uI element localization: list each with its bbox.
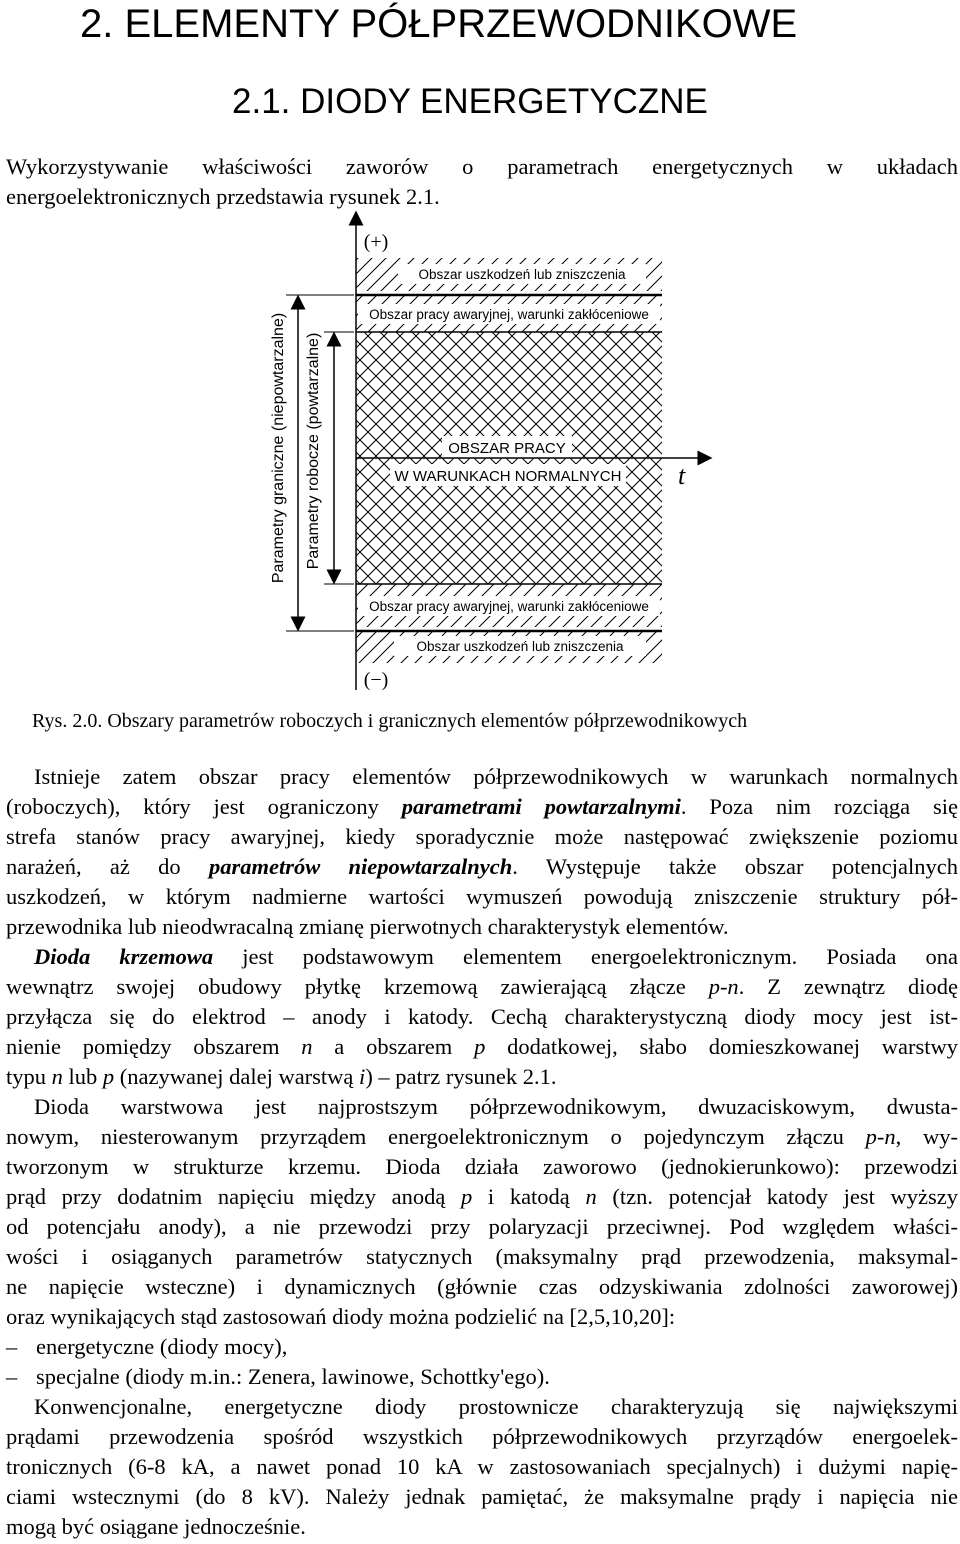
- p3-line-4: prąd przy dodatnim napięciu między anodą p i katodą n (tzn. potencjał katody jest wyższy: [6, 1184, 958, 1209]
- p4-line-3: tronicznych (6-8 kA, a nawet ponad 10 kA w zastosowaniach specjalnych) i dużymi napię-: [6, 1454, 958, 1479]
- top-damage-label: Obszar uszkodzeń lub zniszczenia: [418, 267, 626, 282]
- p3-line-2: nowym, niesterowanym przyrządem energoelektronicznym o pojedynczym złączu p-n, wy-: [6, 1124, 958, 1149]
- work-area-label-2: W WARUNKACH NORMALNYCH: [394, 468, 622, 485]
- p3-line-8: oraz wynikających stąd zastosowań diody można podzielić na [2,5,10,20]:: [6, 1304, 676, 1329]
- top-emergency-label: Obszar pracy awaryjnej, warunki zakłóceniowe: [369, 307, 649, 322]
- limit-params-label: Parametry graniczne (niepowtarzalne): [270, 312, 287, 584]
- p1-line-4: narażeń, aż do parametrów niepowtarzalnych. Występuje także obszar potencjalnych: [6, 854, 958, 879]
- list-item: – energetyczne (diody mocy),: [6, 1332, 958, 1362]
- intro-line-2: energoelektronicznych przedstawia rysunek 2.1.: [6, 184, 440, 209]
- intro-paragraph: [6, 152, 958, 212]
- work-area-label-1: OBSZAR PRACY: [448, 440, 566, 457]
- p1-line-6: przewodnika lub nieodwracalną zmianę pierwotnych charakterystyk elementów.: [6, 914, 729, 939]
- p3-line-6: wości i osiąganych parametrów statycznych (maksymalny prąd przewodzenia, maksymal-: [6, 1244, 958, 1269]
- p4-line-1: Konwencjonalne, energetyczne diody prostownicze charakteryzują się największymi: [34, 1394, 958, 1419]
- list-dash: –: [6, 1364, 18, 1389]
- time-label: t: [678, 461, 686, 490]
- p1-line-3: strefa stanów pracy awaryjnej, kiedy sporadycznie może następować zwiększenie poziomu: [6, 824, 958, 849]
- chapter-heading: 2. ELEMENTY PÓŁPRZEWODNIKOWE: [80, 2, 798, 46]
- p3-line-3: tworzonym w strukturze krzemu. Dioda działa zaworowo (jednokierunkowo): przewodzi: [6, 1154, 958, 1179]
- p3-line-5: od potencjału anody), a nie przewodzi przy polaryzacji przeciwnej. Pod względem właści-: [6, 1214, 958, 1239]
- list-dash: –: [6, 1334, 18, 1359]
- bottom-emergency-label: Obszar pracy awaryjnej, warunki zakłóceniowe: [369, 599, 649, 614]
- p3-line-1: Dioda warstwowa jest najprostszym półprzewodnikowym, dwuzaciskowym, dwusta-: [34, 1094, 958, 1119]
- p2-line-2: wewnątrz swojej obudowy płytkę krzemową zawierającą złącze p-n. Z zewnątrz diodę: [6, 974, 958, 999]
- section-heading: 2.1. DIODY ENERGETYCZNE: [232, 82, 708, 121]
- p3-line-7: ne napięcie wsteczne) i dynamicznych (głównie czas odzyskiwania zdolności zaworowej): [6, 1274, 958, 1299]
- work-params-label: Parametry robocze (powtarzalne): [305, 332, 322, 570]
- p2-line-1: Dioda krzemowa jest podstawowym elementem energoelektronicznym. Posiada ona: [34, 944, 958, 969]
- p4-line-5: mogą być osiągane jednocześnie.: [6, 1514, 306, 1539]
- body-text: [6, 762, 958, 1542]
- p4-line-4: ciami wstecznymi (do 8 kV). Należy jednak pamiętać, że maksymalne prądy i napięcia nie: [6, 1484, 958, 1509]
- term-silicon-diode: Dioda krzemowa: [34, 944, 214, 969]
- figure-caption: Rys. 2.0. Obszary parametrów roboczych i granicznych elementów półprzewodnikowych: [32, 710, 748, 732]
- p2-line-3: przyłącza się do elektrod – anody i katody. Cechą charakterystyczną diody mocy jest ist-: [6, 1004, 958, 1029]
- p2-line-5: typu n lub p (nazywanej dalej warstwą i) – patrz rysunek 2.1.: [6, 1064, 557, 1089]
- term-nonrepeatable-params: parametrów niepowtarzalnych: [208, 854, 513, 879]
- intro-line-1: Wykorzystywanie właściwości zaworów o parametrach energetycznych w układach: [6, 154, 958, 179]
- list-item: – specjalne (diody m.in.: Zenera, lawinowe, Schottky'ego).: [6, 1362, 958, 1392]
- p2-line-4: nienie pomiędzy obszarem n a obszarem p dodatkowej, słabo domieszkowanej warstwy: [6, 1034, 958, 1059]
- plus-label: (+): [363, 231, 389, 253]
- p4-line-2: prądami przewodzenia spośród wszystkich półprzewodnikowych przyrządów energoelek-: [6, 1424, 958, 1449]
- term-repeatable-params: parametrami powtarzalnymi: [401, 794, 681, 819]
- figure-parameter-regions: [0, 210, 960, 705]
- bottom-damage-label: Obszar uszkodzeń lub zniszczenia: [416, 639, 624, 654]
- p1-line-1: Istnieje zatem obszar pracy elementów półprzewodnikowych w warunkach normalnych: [34, 764, 958, 789]
- p1-line-2: (roboczych), który jest ograniczony parametrami powtarzalnymi. Poza nim rozciąga się: [6, 794, 958, 819]
- p1-line-5: uszkodzeń, w którym nadmierne wartości wymuszeń powodują zniszczenie struktury pół-: [6, 884, 958, 909]
- minus-label: (−): [363, 669, 389, 691]
